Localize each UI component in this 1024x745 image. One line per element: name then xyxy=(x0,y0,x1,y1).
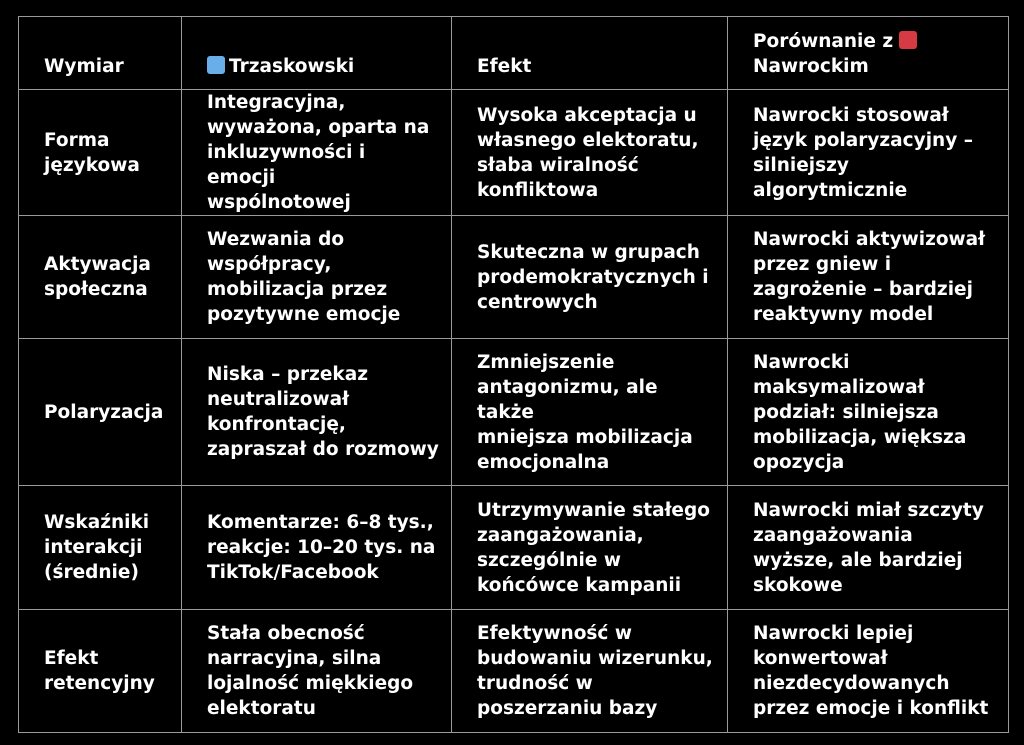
cell-text-line: końcówce kampanii xyxy=(477,574,682,596)
cell-text-line: wyższe, ale bardziej xyxy=(753,549,963,571)
row-dimension-cell xyxy=(19,339,182,486)
cell-text-line: reaktywny model xyxy=(753,304,934,325)
cell-text-line: Integracyjna, xyxy=(207,92,346,113)
table-row xyxy=(19,610,1009,733)
cell-text-line: narracyjna, silna xyxy=(207,648,382,669)
cell-text-line: pozytywne emocje xyxy=(207,304,401,325)
cell-text-line: mniejsza mobilizacja xyxy=(477,426,693,448)
cell-text-line: Wezwania do xyxy=(207,229,345,250)
cell-text-line: Niska – przekaz xyxy=(207,364,368,385)
cell-text-line: zaangażowania, xyxy=(477,524,644,546)
cell-text-line: konfliktowa xyxy=(477,179,599,201)
cell-text-line: społeczna xyxy=(44,279,148,300)
row-comparison-cell xyxy=(728,486,1009,610)
cell-text-line: przez emocje i konflikt xyxy=(753,698,989,719)
row-dimension-cell xyxy=(19,90,182,216)
cell-text-line: Nawrocki stosował xyxy=(753,104,949,126)
header-effect: Efekt xyxy=(452,17,728,90)
table-row xyxy=(19,90,1009,216)
header-comparison: Porównanie z Nawrockim xyxy=(728,17,1009,90)
cell-text-line: budowaniu wizerunku, xyxy=(477,648,713,669)
row-dimension-cell xyxy=(19,216,182,339)
row-trzaskowski-cell xyxy=(182,216,452,339)
cell-text-line: Efektywność w xyxy=(477,623,632,644)
cell-text-line: Utrzymywanie stałego xyxy=(477,499,710,521)
comparison-table xyxy=(18,16,1009,733)
row-effect-cell xyxy=(452,216,728,339)
cell-text-line: interakcji xyxy=(44,537,143,558)
cell-text-line: wyważona, oparta na xyxy=(207,117,430,138)
row-comparison-cell xyxy=(728,90,1009,216)
row-trzaskowski-cell xyxy=(182,610,452,733)
cell-text-line: Polaryzacja xyxy=(44,401,164,423)
cell-text-line: prodemokratycznych i xyxy=(477,266,709,288)
cell-text-line: wspólnotowej xyxy=(207,192,351,213)
cell-text-line: maksymalizował xyxy=(753,376,925,398)
blue-square-icon xyxy=(207,56,225,74)
row-trzaskowski-cell xyxy=(182,90,452,216)
row-comparison-cell xyxy=(728,610,1009,733)
cell-text-line: TikTok/Facebook xyxy=(207,562,379,583)
cell-text-line: Wskaźniki xyxy=(44,512,150,533)
cell-text-line: inkluzywności i emocji xyxy=(207,142,366,188)
cell-text-line: lojalność miękkiego xyxy=(207,673,414,694)
row-dimension-cell xyxy=(19,610,182,733)
cell-text-line: słaba wiralność xyxy=(477,154,639,176)
header-trzaskowski: Trzaskowski xyxy=(182,17,452,90)
cell-text-line: elektoratu xyxy=(207,698,316,719)
table-row xyxy=(19,216,1009,339)
cell-text-line: Stała obecność xyxy=(207,623,365,644)
cell-text-line: antagonizmu, ale także xyxy=(477,376,658,423)
cell-text-line: konwertował xyxy=(753,648,888,669)
table-row xyxy=(19,339,1009,486)
cell-text-line: poszerzaniu bazy xyxy=(477,698,658,719)
cell-text-line: Skuteczna w grupach xyxy=(477,241,700,263)
cell-text-line: neutralizował xyxy=(207,389,349,410)
cell-text-line: Aktywacja xyxy=(44,254,151,275)
cell-text-line: zapraszał do rozmowy xyxy=(207,439,439,460)
cell-text-line: Forma xyxy=(44,129,110,151)
row-comparison-cell xyxy=(728,216,1009,339)
row-comparison-cell xyxy=(728,339,1009,486)
header-dimension: Wymiar xyxy=(19,17,182,90)
row-effect-cell xyxy=(452,339,728,486)
row-effect-cell xyxy=(452,90,728,216)
cell-text-line: mobilizacja, większa xyxy=(753,426,967,448)
header-row xyxy=(19,17,1009,90)
cell-text-line: Komentarze: 6–8 tys., xyxy=(207,512,434,533)
cell-text-line: reakcje: 10–20 tys. na xyxy=(207,537,436,558)
cell-text-line: skokowe xyxy=(753,574,843,596)
cell-text-line: Nawrocki xyxy=(753,351,850,373)
cell-text-line: algorytmicznie xyxy=(753,179,908,201)
cell-text-line: niezdecydowanych xyxy=(753,673,950,694)
cell-text-line: retencyjny xyxy=(44,673,155,694)
table-row xyxy=(19,486,1009,610)
row-trzaskowski-cell xyxy=(182,339,452,486)
cell-text-line: podział: silniejsza xyxy=(753,401,939,423)
cell-text-line: (średnie) xyxy=(44,562,139,583)
cell-text-line: trudność w xyxy=(477,673,593,694)
cell-text-line: opozycja xyxy=(753,451,845,473)
cell-text-line: silniejszy xyxy=(753,154,849,176)
cell-text-line: mobilizacja przez xyxy=(207,279,388,300)
row-dimension-cell xyxy=(19,486,182,610)
cell-text-line: szczególnie w xyxy=(477,549,621,571)
cell-text-line: Nawrocki miał szczyty xyxy=(753,499,984,521)
cell-text-line: zaangażowania xyxy=(753,524,913,546)
red-square-icon xyxy=(899,31,917,49)
cell-text-line: zagrożenie – bardziej xyxy=(753,279,973,300)
cell-text-line: Wysoka akceptacja u xyxy=(477,104,697,126)
cell-text-line: współpracy, xyxy=(207,254,332,275)
cell-text-line: konfrontację, xyxy=(207,414,346,435)
row-effect-cell xyxy=(452,486,728,610)
row-trzaskowski-cell xyxy=(182,486,452,610)
cell-text-line: Efekt xyxy=(44,648,99,669)
cell-text-line: centrowych xyxy=(477,291,598,313)
cell-text-line: językowa xyxy=(44,154,140,176)
cell-text-line: przez gniew i xyxy=(753,254,892,275)
cell-text-line: język polaryzacyjny – xyxy=(753,129,973,151)
cell-text-line: Zmniejszenie xyxy=(477,351,615,373)
cell-text-line: własnego elektoratu, xyxy=(477,129,699,151)
row-effect-cell xyxy=(452,610,728,733)
cell-text-line: Nawrocki aktywizował xyxy=(753,229,985,250)
cell-text-line: emocjonalna xyxy=(477,451,610,473)
cell-text-line: Nawrocki lepiej xyxy=(753,623,914,644)
